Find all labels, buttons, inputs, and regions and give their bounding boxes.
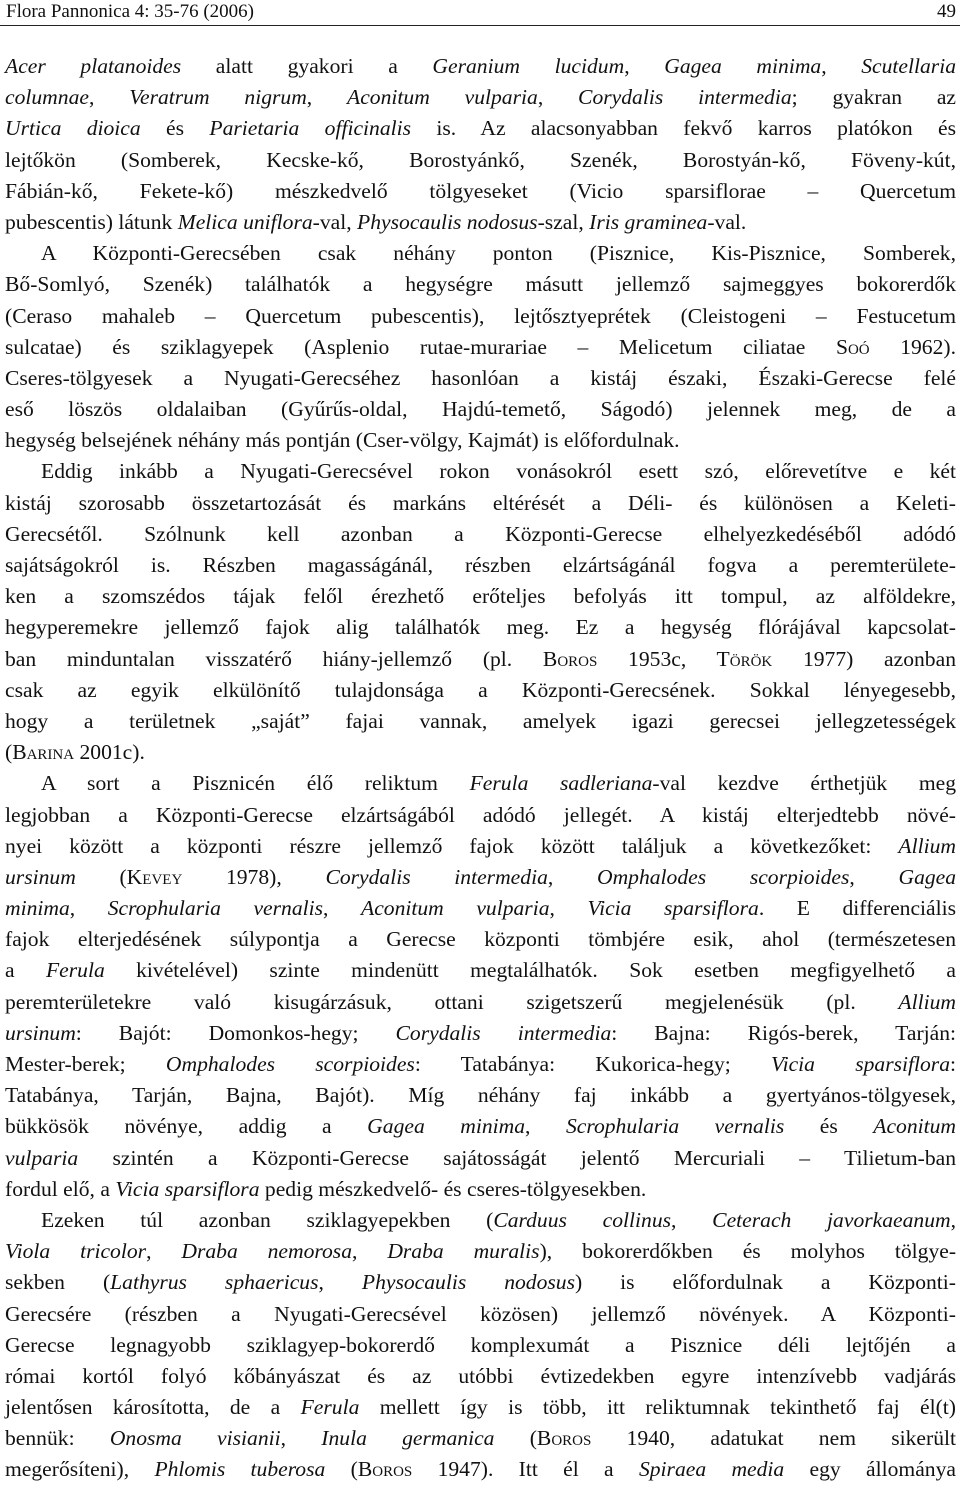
text-run: ken a szomszédos tájak felől érezhető erőteljes befolyás itt tompul, az alföldekre, <box>5 584 956 609</box>
text-line <box>5 612 956 643</box>
text-run: , <box>306 85 348 110</box>
text-run: hogy a területnek „saját” fajai vannak, amelyek igazi gerecsei jellegzetességek <box>5 708 956 733</box>
text-line <box>5 425 956 456</box>
species-name: Physocaulis nodosus <box>357 209 538 234</box>
text-run: A Központi-Gerecsében csak néhány ponton (Pisznice, Kis-Pisznice, Somberek, <box>41 241 956 266</box>
text-line <box>5 1143 956 1174</box>
text-run: ; gyakran az <box>791 85 957 110</box>
text-run: szintén a Központi-Gerecse sajátosságát jelentő Mercuriali – Tilietum-ban <box>78 1145 956 1170</box>
text-run: Gerecsétől. Szólnunk kell azonban a Központi-Gerecse elhelyezkedéséből adódó <box>5 521 956 546</box>
species-name: ursinum <box>5 1020 76 1045</box>
text-run: , <box>624 54 665 78</box>
text-run: : <box>950 1052 956 1076</box>
text-line <box>5 145 956 176</box>
text-run: , <box>849 864 899 889</box>
species-name: Urtica dioica <box>5 116 141 141</box>
text-run: , <box>547 864 597 889</box>
species-name: vulparia <box>5 1145 79 1170</box>
text-run: peremterületekre való kisugárzásuk, ottani szigetszerű megjelenésük (pl. <box>5 989 899 1014</box>
species-name: Vicia sparsiflora <box>587 896 759 921</box>
species-name: Gagea minima <box>367 1114 526 1139</box>
species-name: Onosma visianii <box>109 1426 281 1451</box>
text-line <box>5 1111 956 1142</box>
text-run: sajátságokról is. Részben magasságánál, részben elzártságánál fogva a peremterülete- <box>5 553 956 577</box>
text-run: , <box>88 85 130 110</box>
species-name: Inula germanica <box>321 1426 495 1451</box>
species-name: Omphalodes scorpioides <box>596 864 850 889</box>
text-line <box>5 1392 956 1423</box>
species-name: Phlomis tuberosa <box>154 1457 326 1482</box>
text-run: Gerecse legnagyobb sziklagyep-bokorerdő komplexumát a Pisznice déli lejtőjén a <box>5 1332 956 1357</box>
text-line <box>5 1205 956 1236</box>
text-run: hegység belsejének néhány más pontján (Cser-völgy, Kajmát) is előfordulnak. <box>5 428 680 453</box>
text-line <box>5 363 956 394</box>
text-run: , <box>950 1207 956 1232</box>
text-run: 2001c). <box>74 740 145 765</box>
species-name: Scrophularia vernalis <box>107 896 324 921</box>
text-line <box>5 644 956 675</box>
text-line <box>5 1330 956 1361</box>
text-line <box>5 955 956 986</box>
text-run: 1947). Itt él a <box>412 1457 639 1482</box>
text-run: és <box>784 1114 874 1139</box>
text-run: 1940, adatukat nem sikerült <box>591 1426 957 1451</box>
text-run: sulcatae) és sziklagyepek (Asplenio rutae-murariae – Melicetum ciliatae S <box>5 334 848 359</box>
text-run: ) is előfordulnak a Központi- <box>575 1270 956 1295</box>
text-run: Gerecsére (részben a Nyugati-Gerecsével közösen) jellemző növények. A Központi- <box>5 1301 956 1326</box>
text-line <box>5 1174 956 1205</box>
text-run: (K <box>75 864 143 889</box>
species-name: Scutellaria <box>861 54 957 78</box>
text-run: kivételével) szinte mindenütt megtalálhatók. Sok esetben megfigyelhető a <box>104 958 956 983</box>
text-line <box>5 1236 956 1267</box>
text-run: , <box>280 1426 322 1451</box>
species-name: Carduus collinus <box>493 1207 672 1232</box>
author-name: oros <box>557 646 598 671</box>
text-run: : Bajna: Rigós-berek, Tarján: <box>611 1020 957 1045</box>
text-run: , <box>352 1239 388 1264</box>
text-line <box>5 768 956 799</box>
text-run: a <box>5 958 46 983</box>
species-name: Aconitum vulparia <box>347 85 538 110</box>
text-line <box>5 924 956 955</box>
text-line <box>5 550 956 581</box>
species-name: Ferula sadleriana <box>469 771 653 796</box>
species-name: Spiraea media <box>638 1457 785 1482</box>
text-run: lejtőkön (Somberek, Kecske-kő, Borostyánkő, Szenék, Borostyán-kő, Föveny-kút, <box>5 147 956 172</box>
text-run: fajok elterjedésének súlypontja a Gerecse központi tömbjére esik, ahol (természetesen <box>5 927 956 952</box>
text-run: -val. <box>707 209 747 234</box>
text-run: Cseres-tölgyesek a Nyugati-Gerecséhez hasonlóan a kistáj északi, Északi-Gerecse felé <box>5 365 956 390</box>
text-run: pubescentis) látunk <box>5 209 178 234</box>
author-name: evey <box>142 864 183 889</box>
text-run: , <box>821 54 862 78</box>
species-name: Aconitum vulparia <box>361 896 550 921</box>
text-run: egy állománya <box>784 1457 956 1482</box>
species-name: Viola tricolor <box>5 1239 147 1264</box>
text-line <box>5 488 956 519</box>
species-name: minima <box>5 896 70 921</box>
text-line <box>5 519 956 550</box>
text-line <box>5 113 956 144</box>
text-run: kistáj szorosabb összetartozását és markáns eltérését a Déli- és különösen a Keleti- <box>5 490 956 515</box>
species-name: Parietaria officinalis <box>209 116 412 141</box>
author-name: oros <box>551 1426 592 1451</box>
text-run: (B <box>325 1457 373 1482</box>
species-name: Iris graminea <box>589 209 708 234</box>
species-name: ursinum <box>5 864 76 889</box>
author-name: oros <box>372 1457 413 1482</box>
text-run: hegyperemekre jellemző fajok alig találhatók meg. Ez a hegység flórájával kapcsolat- <box>5 615 956 640</box>
text-line <box>5 1080 956 1111</box>
text-run: A sort a Pisznicén élő reliktum <box>41 771 470 796</box>
species-name: Scrophularia vernalis <box>565 1114 785 1139</box>
species-name: Melica uniflora <box>177 209 313 234</box>
text-run: , <box>146 1239 182 1264</box>
text-line <box>5 1049 956 1080</box>
text-run: (Ceraso mahaleb – Quercetum pubescentis), lejtősztyeprétek (Cleistogeni – Festucetum <box>5 303 956 328</box>
text-run: bükkösök növénye, addig a <box>5 1114 368 1139</box>
text-line <box>5 1299 956 1330</box>
text-line <box>5 82 956 113</box>
text-run: : Bajót: Domonkos-hegy; <box>75 1020 396 1045</box>
running-header <box>0 0 960 26</box>
species-name: Physocaulis nodosus <box>361 1270 575 1295</box>
text-run: (B <box>5 740 27 765</box>
article-body-text <box>5 51 956 1486</box>
text-line <box>5 800 956 831</box>
author-name: oó <box>847 334 870 359</box>
text-line <box>5 269 956 300</box>
text-line <box>5 675 956 706</box>
text-run: Mester-berek; <box>5 1052 166 1076</box>
text-run: Tatabánya, Tarján, Bajna, Bajót). Míg néhány faj inkább a gyertyános-tölgyesek, <box>5 1083 956 1108</box>
text-line <box>5 893 956 924</box>
text-run: 1978), <box>182 864 326 889</box>
text-line <box>5 1361 956 1392</box>
text-run: pedig mészkedvelő- és cseres-tölgyesekben. <box>259 1176 647 1201</box>
text-run: . E differenciális <box>758 896 957 921</box>
text-line <box>5 862 956 893</box>
species-name: Acer platanoides <box>5 54 182 78</box>
text-line <box>5 1454 956 1485</box>
text-run: eső löszös oldalaiban (Gyűrűs-oldal, Hajdú-temető, Ságodó) jelennek meg, de a <box>5 397 956 422</box>
text-run: nyei között a központi részre jellemző fajok között találjuk a következőket: <box>5 833 899 858</box>
text-run: Eddig inkább a Nyugati-Gerecsével rokon vonásokról esett szó, előrevetítve e két <box>41 459 956 484</box>
species-name: Allium <box>898 833 956 858</box>
text-run: , <box>318 1270 362 1295</box>
species-name: Vicia sparsiflora <box>115 1176 260 1201</box>
text-line <box>5 301 956 332</box>
text-run: megerősíteni), <box>5 1457 155 1482</box>
text-line <box>5 1423 956 1454</box>
species-name: Draba nemorosa <box>181 1239 353 1264</box>
journal-citation: Flora Pannonica 4: 35-76 (2006) <box>6 1 255 22</box>
species-name: columnae <box>5 85 89 110</box>
text-line <box>5 51 956 82</box>
text-run: 1962). <box>869 334 956 359</box>
text-line <box>5 238 956 269</box>
species-name: Corydalis intermedia <box>395 1020 612 1045</box>
species-name: Ceterach javorkaeanum <box>712 1207 951 1232</box>
text-run: -szal, <box>537 209 590 234</box>
species-name: Aconitum <box>873 1114 957 1139</box>
species-name: Veratrum nigrum <box>129 85 307 110</box>
text-run: ban minduntalan visszatérő hiány-jellemző (pl. B <box>5 646 558 671</box>
species-name: Corydalis intermedia <box>325 864 548 889</box>
text-run: Ezeken túl azonban sziklagyepekben ( <box>41 1207 494 1232</box>
text-run: csak az egyik elkülönítő tulajdonsága a Központi-Gerecsének. Sokkal lényegesebb, <box>5 677 956 702</box>
text-line <box>5 394 956 425</box>
text-run: is. Az alacsonyabban fekvő karros platókon és <box>411 116 956 141</box>
text-run: alatt gyakori a <box>181 54 433 78</box>
species-name: Gagea <box>898 864 957 889</box>
text-line <box>5 987 956 1018</box>
text-run: sekben ( <box>5 1270 111 1295</box>
species-name: Ferula <box>300 1395 360 1420</box>
text-run: -val kezdve érthetjük meg <box>652 771 957 796</box>
species-name: Ferula <box>45 958 105 983</box>
text-run: Fábián-kő, Fekete-kő) mészkedvelő tölgyeseket (Vicio sparsiflorae – Quercetum <box>5 178 956 203</box>
author-name: örök <box>729 646 773 671</box>
species-name: Omphalodes scorpioides <box>165 1052 415 1076</box>
text-line <box>5 737 956 768</box>
text-run: : Tatabánya: Kukorica-hegy; <box>414 1052 772 1076</box>
text-run: -val, <box>312 209 358 234</box>
species-name: Vicia sparsiflora <box>771 1052 950 1076</box>
page-number: 49 <box>937 1 956 22</box>
text-line <box>5 332 956 363</box>
text-run: mellett így is több, itt reliktumnak tekinthető faj él(t) <box>359 1395 956 1420</box>
species-name: Allium <box>898 989 956 1014</box>
text-line <box>5 207 956 238</box>
text-run: és <box>140 116 210 141</box>
text-line <box>5 581 956 612</box>
text-run: , <box>525 1114 566 1139</box>
species-name: Corydalis intermedia <box>578 85 792 110</box>
text-run: ), bokorerdőkben és molyhos tölgye- <box>539 1239 957 1264</box>
text-line <box>5 176 956 207</box>
text-run: 1977) azonban <box>772 646 956 671</box>
text-run: Bő-Somlyó, Szenék) találhatók a hegységre másutt jellemző sajmeggyes bokorerdők <box>5 272 956 297</box>
text-run: bennük: <box>5 1426 110 1451</box>
text-run: , <box>671 1207 713 1232</box>
text-run: , <box>69 896 108 921</box>
text-line <box>5 706 956 737</box>
text-line <box>5 456 956 487</box>
text-line <box>5 1018 956 1049</box>
text-run: , <box>537 85 579 110</box>
text-line <box>5 831 956 862</box>
species-name: Draba muralis <box>387 1239 540 1264</box>
text-run: legjobban a Központi-Gerecse elzártságából adódó jellegét. A kistáj elterjedtebb növé- <box>5 802 956 827</box>
text-run: , <box>323 896 362 921</box>
text-run: római kortól folyó kőbányászat és az utóbbi évtizedekben egyre intenzívebb vadjárás <box>5 1363 956 1388</box>
author-name: arina <box>26 740 75 765</box>
text-run: , <box>549 896 588 921</box>
text-line <box>5 1267 956 1298</box>
text-run: 1953c, T <box>597 646 730 671</box>
species-name: Gagea minima <box>664 54 822 78</box>
text-run: (B <box>494 1426 552 1451</box>
text-run: fordul elő, a <box>5 1176 116 1201</box>
text-run: jelentősen károsította, de a <box>5 1395 301 1420</box>
species-name: Lathyrus sphaericus <box>110 1270 319 1295</box>
species-name: Geranium lucidum <box>432 54 625 78</box>
